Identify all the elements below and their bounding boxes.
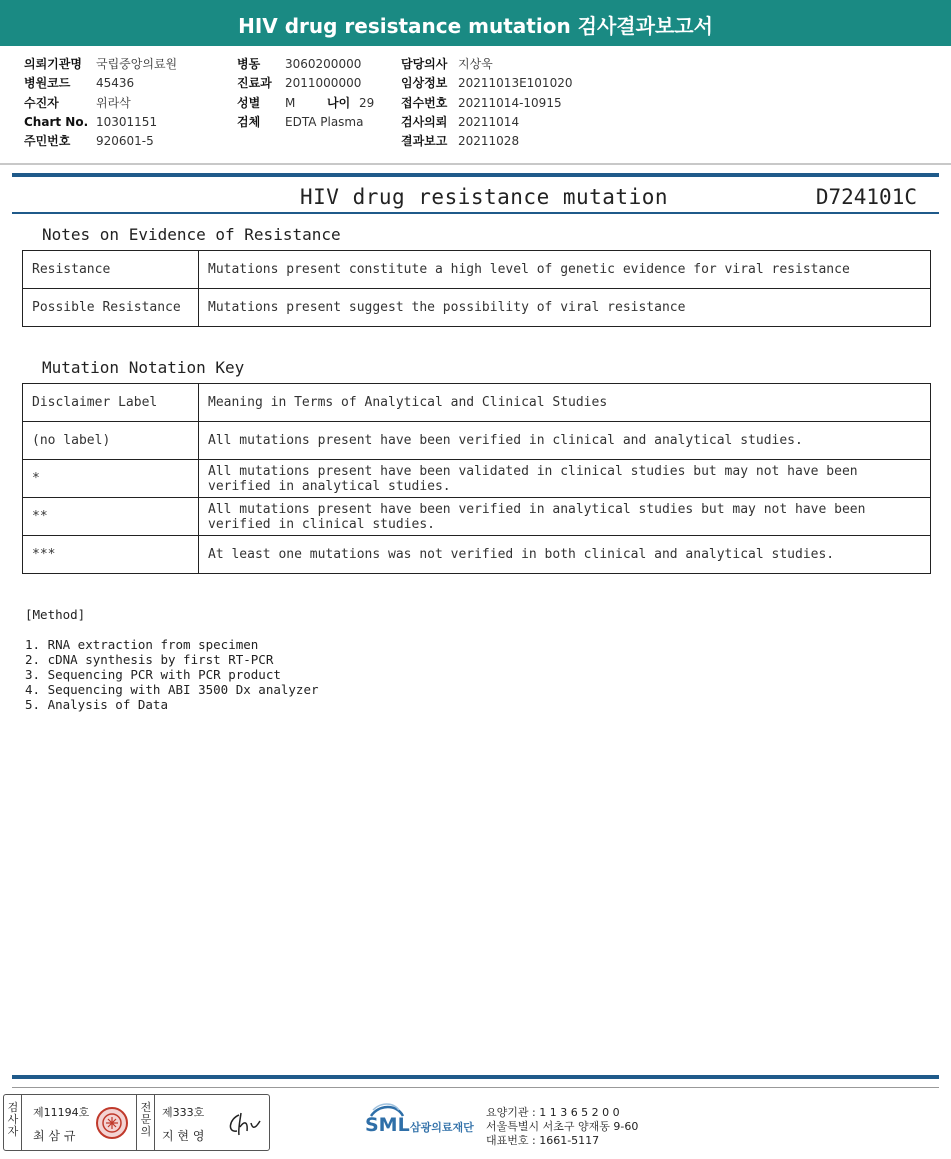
doc-code: D724101C <box>815 185 917 209</box>
table-row <box>23 289 931 327</box>
footer-info-line: 요양기관 : 1 1 3 6 5 2 0 0 <box>486 1106 620 1119</box>
key-text-cell: At least one mutations was not verified in both clinical and analytical studies. <box>199 536 931 574</box>
key-label-cell: * <box>23 460 199 498</box>
header-field <box>401 132 572 151</box>
header-label: 담당의사 <box>401 57 448 71</box>
header-label: 검사의뢰 <box>401 114 448 129</box>
method-step: 5. Analysis of Data <box>25 697 168 712</box>
report-title-bar <box>0 0 951 46</box>
doc-title: HIV drug resistance mutation <box>300 185 669 209</box>
header-value: 10301151 <box>96 114 158 129</box>
sml-logo-name: 삼광의료재단 <box>410 1121 474 1134</box>
key-label-cell: ** <box>23 498 199 536</box>
header-field <box>237 94 374 113</box>
header-label: 검체 <box>237 114 261 129</box>
header-field <box>401 74 572 93</box>
header-label: 진료과 <box>237 76 272 91</box>
signature-icon <box>225 1109 263 1139</box>
header-value: M <box>285 95 296 110</box>
header-field <box>24 55 177 74</box>
header-value: 국립중앙의료원 <box>96 57 178 71</box>
header-label: Chart No. <box>24 114 89 129</box>
table-row <box>23 498 931 536</box>
key-header-label: Disclaimer Label <box>23 384 199 422</box>
header-value: 20211014 <box>458 114 520 129</box>
header-field <box>237 55 374 74</box>
table-row <box>23 536 931 574</box>
header-field <box>24 113 177 132</box>
header-field <box>401 113 572 132</box>
header-field <box>237 74 374 93</box>
header-value: 3060200000 <box>285 57 362 71</box>
header-value: 20211014-10915 <box>458 95 562 110</box>
table-row <box>23 460 931 498</box>
report-title: HIV drug resistance mutation 검사결과보고서 <box>238 14 713 38</box>
table-header-row <box>23 384 931 422</box>
method-step: 4. Sequencing with ABI 3500 Dx analyzer <box>25 682 319 697</box>
age-label: 나이 <box>327 95 351 110</box>
header-label: 병원코드 <box>24 76 71 91</box>
header-field <box>401 94 572 113</box>
header-value: 920601-5 <box>96 134 154 149</box>
footer-rule-thick <box>12 1075 939 1079</box>
seal-stamp-icon <box>95 1106 129 1140</box>
header-field <box>24 132 177 151</box>
header-value: 지상욱 <box>458 57 493 71</box>
key-text-cell: All mutations present have been verified in clinical and analytical studies. <box>199 422 931 460</box>
notes-heading: Notes on Evidence of Resistance <box>42 225 341 244</box>
table-row <box>23 251 931 289</box>
key-table <box>22 383 931 574</box>
sig2-name: 지 현 영 <box>162 1129 205 1143</box>
header-label: 임상정보 <box>401 76 448 91</box>
top-rule-thick <box>12 173 939 177</box>
notes-text-cell: Mutations present constitute a high level of genetic evidence for viral resistance <box>199 251 931 289</box>
header-label: 수진자 <box>24 95 59 110</box>
header-label: 결과보고 <box>401 134 448 149</box>
header-field <box>237 113 374 132</box>
header-value: 2011000000 <box>285 76 362 91</box>
sig1-number: 제11194호 <box>33 1106 90 1119</box>
key-header-text: Meaning in Terms of Analytical and Clinical Studies <box>199 384 931 422</box>
sml-logo-mark: SML <box>365 1114 410 1136</box>
header-label: 병동 <box>237 57 261 71</box>
header-label: 의뢰기관명 <box>24 57 82 71</box>
age-value: 29 <box>359 95 375 110</box>
key-label-cell: *** <box>23 536 199 574</box>
header-value: 20211028 <box>458 134 520 149</box>
method-step: 2. cDNA synthesis by first RT-PCR <box>25 652 274 667</box>
header-divider <box>0 163 951 165</box>
header-value: 45436 <box>96 76 135 91</box>
header-field <box>24 94 177 113</box>
method-step: 1. RNA extraction from specimen <box>25 637 259 652</box>
header-value: 20211013E101020 <box>458 76 573 91</box>
notes-table <box>22 250 931 327</box>
method-step: 3. Sequencing PCR with PCR product <box>25 667 281 682</box>
header-label: 주민번호 <box>24 134 71 149</box>
header-value: 위라삭 <box>96 95 131 110</box>
header-label: 접수번호 <box>401 95 448 110</box>
header-value: EDTA Plasma <box>285 114 364 129</box>
sig1-name: 최 삼 규 <box>33 1129 76 1143</box>
key-label-cell: (no label) <box>23 422 199 460</box>
footer-info-line: 대표번호 : 1661-5117 <box>486 1134 600 1147</box>
header-col-1 <box>24 55 177 151</box>
header-col-2 <box>237 55 374 132</box>
sig2-role: 전문의 <box>140 1101 152 1138</box>
header-field <box>24 74 177 93</box>
key-heading: Mutation Notation Key <box>42 358 245 377</box>
method-heading: [Method] <box>25 607 86 622</box>
key-text-cell: All mutations present have been validated in clinical studies but may not have been verified in analytical studies. <box>199 460 931 498</box>
header-label: 성별 <box>237 95 261 110</box>
sig2-number: 제333호 <box>162 1106 205 1119</box>
notes-text-cell: Mutations present suggest the possibility of viral resistance <box>199 289 931 327</box>
notes-label-cell: Resistance <box>23 251 199 289</box>
notes-label-cell: Possible Resistance <box>23 289 199 327</box>
header-field <box>401 55 572 74</box>
key-text-cell: All mutations present have been verified in analytical studies but may not have been verified in clinical studies. <box>199 498 931 536</box>
table-row <box>23 422 931 460</box>
footer-info-line: 서울특별시 서초구 양재동 9-60 <box>486 1120 639 1133</box>
sig1-role: 검사자 <box>7 1101 19 1138</box>
title-underline <box>12 212 939 214</box>
header-col-3 <box>401 55 572 151</box>
footer-rule-thin <box>12 1087 939 1088</box>
signature-box <box>3 1094 270 1151</box>
